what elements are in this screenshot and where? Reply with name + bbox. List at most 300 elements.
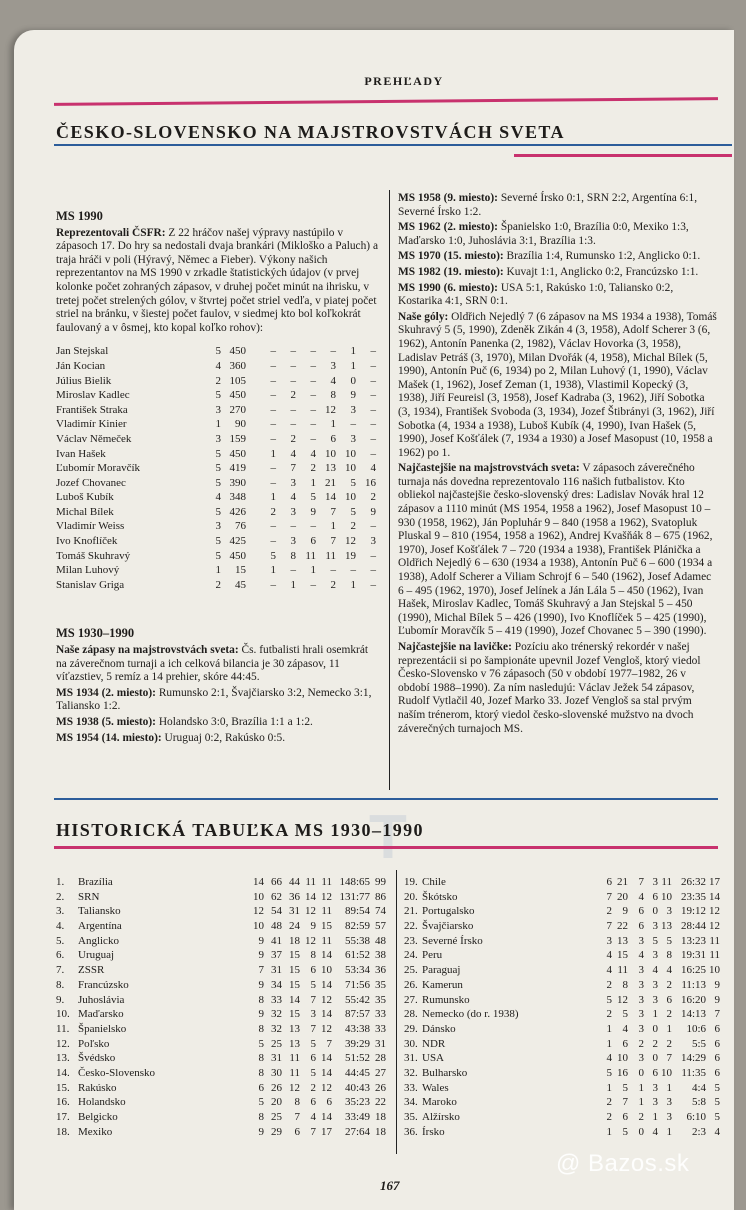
table-divider xyxy=(396,870,397,1154)
table-value: 15 xyxy=(289,949,300,962)
table-value: 4 xyxy=(666,964,672,977)
table-value: 5 xyxy=(666,934,672,947)
table-value: 9 xyxy=(258,1008,264,1021)
player-stat: – xyxy=(270,476,276,489)
table-value: 6 xyxy=(666,993,672,1006)
table-value: 6 xyxy=(638,905,644,918)
table-row xyxy=(404,1067,720,1082)
player-stat: – xyxy=(310,418,316,431)
table-value: 30 xyxy=(271,1066,282,1079)
table-value: 99 xyxy=(375,876,386,888)
player-stat: 1 xyxy=(350,359,356,372)
team-name: Rakúsko xyxy=(78,1081,117,1094)
table-row xyxy=(404,994,720,1009)
player-stat: 10 xyxy=(345,447,356,460)
table-value: 62 xyxy=(271,890,282,903)
rank: 21. xyxy=(404,905,418,918)
player-stat: – xyxy=(370,345,376,358)
table-value: 3 xyxy=(652,1081,658,1094)
table-value: 17 xyxy=(709,876,720,888)
rank: 29. xyxy=(404,1022,418,1035)
table-value: 0 xyxy=(652,1022,658,1035)
player-stat: – xyxy=(270,345,276,358)
table-value: 10 xyxy=(617,1052,628,1065)
table-value: 27 xyxy=(375,1066,386,1079)
player-stat: 159 xyxy=(229,432,246,445)
player-stat: 4 xyxy=(290,447,296,460)
table-value: 89:54 xyxy=(344,905,370,918)
player-stat: – xyxy=(370,578,376,591)
player-stat: 11 xyxy=(305,549,316,562)
player-name: Luboš Kubík xyxy=(56,491,114,504)
player-stat: – xyxy=(370,374,376,387)
table-value: 7 xyxy=(606,890,612,903)
table-row xyxy=(404,935,720,950)
table-value: 3 xyxy=(638,1052,644,1065)
player-stat: 5 xyxy=(270,549,276,562)
player-stat: 0 xyxy=(350,374,356,387)
player-stat: 21 xyxy=(325,476,336,489)
table-value: 15 xyxy=(617,949,628,962)
table-value: 7 xyxy=(326,1037,332,1050)
table-value: 16:25 xyxy=(680,964,706,977)
ms1954-lead: MS 1954 (14. miesto): xyxy=(56,731,162,744)
table-value: 12 xyxy=(305,934,316,947)
rank: 1. xyxy=(56,876,65,888)
table-value: 20 xyxy=(271,1096,282,1109)
table-value: 2:3 xyxy=(691,1125,706,1138)
rank: 17. xyxy=(56,1111,70,1123)
rank: 4. xyxy=(56,920,65,933)
player-stat: 45 xyxy=(235,578,246,591)
player-stat: 3 xyxy=(215,520,221,533)
table-value: 53:34 xyxy=(344,964,370,977)
player-stat: 3 xyxy=(215,403,221,416)
player-stat: 5 xyxy=(215,505,221,518)
section-title-cs-world-cup: ČESKO-SLOVENSKO NA MAJSTROVSTVÁCH SVETA xyxy=(56,122,565,142)
table-value: 14:29 xyxy=(680,1052,706,1065)
table-value: 13 xyxy=(289,1037,300,1050)
title-rule-accent xyxy=(514,154,732,157)
player-stat: 2 xyxy=(290,432,296,445)
table-row xyxy=(56,876,386,891)
table-value: 8 xyxy=(258,1052,264,1065)
ms1982-text: Kuvajt 1:1, Anglicko 0:2, Francúzsko 1:1. xyxy=(506,265,699,278)
table-value: 1 xyxy=(666,1022,672,1035)
player-stat: 4 xyxy=(290,491,296,504)
player-stat: 3 xyxy=(290,476,296,489)
table-value: 48 xyxy=(271,920,282,933)
table-value: 7 xyxy=(310,1022,316,1035)
rank: 10. xyxy=(56,1008,70,1021)
player-stat: 2 xyxy=(330,578,336,591)
team-name: Švédsko xyxy=(78,1052,116,1065)
player-row xyxy=(56,433,378,448)
table-value: 35:23 xyxy=(344,1096,370,1109)
table-value: 18 xyxy=(289,934,300,947)
table-value: 5 xyxy=(606,1066,612,1079)
player-row xyxy=(56,535,378,550)
table-value: 5 xyxy=(652,934,658,947)
ms1970-results xyxy=(398,250,718,264)
player-stat: – xyxy=(370,432,376,445)
table-value: 6 xyxy=(714,1066,720,1079)
player-stat: – xyxy=(290,374,296,387)
table-value: 31 xyxy=(375,1037,386,1050)
table-value: 27:64 xyxy=(344,1125,370,1138)
table-row xyxy=(56,1023,386,1038)
player-stat: – xyxy=(290,520,296,533)
table-value: 3 xyxy=(652,1096,658,1109)
player-stat: 16 xyxy=(365,476,376,489)
table-value: 33 xyxy=(271,993,282,1006)
team-name: ZSSR xyxy=(78,964,105,977)
table-value: 4 xyxy=(714,1125,720,1138)
table-row xyxy=(404,964,720,979)
table-value: 5 xyxy=(310,978,316,991)
table-value: 8 xyxy=(310,949,316,962)
table-value: 15 xyxy=(321,920,332,933)
table-value: 14:13 xyxy=(680,1008,706,1021)
player-stat: 5 xyxy=(215,447,221,460)
table-value: 19:12 xyxy=(680,905,706,918)
table-value: 39:29 xyxy=(344,1037,370,1050)
table-value: 86 xyxy=(375,890,386,903)
ms1958-text: Severné Írsko 0:1, SRN 2:2, Argentína 6:1, Severné Írsko 1:2. xyxy=(398,192,698,218)
player-name: Tomáš Skuhravý xyxy=(56,549,131,562)
table-value: 6 xyxy=(652,1066,658,1079)
ms1934-text: Rumunsko 2:1, Švajčiarsko 3:2, Nemecko 3:1, Taliansko 1:2. xyxy=(56,686,372,713)
historical-table-right xyxy=(404,876,720,1140)
table-value: 29 xyxy=(271,1125,282,1138)
table-value: 2 xyxy=(666,1037,672,1050)
table-value: 51:52 xyxy=(344,1052,370,1065)
ms1958-results xyxy=(398,192,718,219)
table-value: 3 xyxy=(638,964,644,977)
player-row xyxy=(56,462,378,477)
table-value: 14 xyxy=(321,1111,332,1123)
rank: 13. xyxy=(56,1052,70,1065)
most-appearances-lead: Najčastejšie na majstrovstvách sveta: xyxy=(398,462,580,475)
table-row xyxy=(56,905,386,920)
table-value: 3 xyxy=(652,993,658,1006)
table-value: 2 xyxy=(652,1037,658,1050)
table-value: 11 xyxy=(617,964,628,977)
table-value: 5 xyxy=(258,1096,264,1109)
rank: 23. xyxy=(404,934,418,947)
player-stat: 15 xyxy=(235,564,246,577)
table-value: 33:49 xyxy=(344,1111,370,1123)
player-stat: 19 xyxy=(345,549,356,562)
team-name: Anglicko xyxy=(78,934,119,947)
player-name: Ľubomír Moravčík xyxy=(56,462,141,475)
table-value: 61:52 xyxy=(344,949,370,962)
player-name: Michal Bílek xyxy=(56,505,114,518)
rank: 27. xyxy=(404,993,418,1006)
table-value: 0 xyxy=(638,1066,644,1079)
table-value: 9 xyxy=(310,920,316,933)
ms1970-lead: MS 1970 (15. miesto): xyxy=(398,250,504,263)
table-value: 3 xyxy=(310,1008,316,1021)
player-stat: – xyxy=(310,432,316,445)
player-stat: 13 xyxy=(325,462,336,475)
table-value: 5 xyxy=(714,1081,720,1094)
player-stat: – xyxy=(370,359,376,372)
player-stat: 1 xyxy=(330,418,336,431)
player-name: Ján Kocian xyxy=(56,359,106,372)
table-value: 36 xyxy=(289,890,300,903)
player-name: Václav Němeček xyxy=(56,432,132,445)
rank: 7. xyxy=(56,964,65,977)
team-name: USA xyxy=(422,1052,445,1065)
table-row xyxy=(404,1038,720,1053)
ms1934-lead: MS 1934 (2. miesto): xyxy=(56,686,156,699)
table-value: 5 xyxy=(310,1066,316,1079)
player-stat: 3 xyxy=(290,535,296,548)
player-stat: 4 xyxy=(215,359,221,372)
player-stat: 6 xyxy=(330,432,336,445)
ms1982-lead: MS 1982 (19. miesto): xyxy=(398,265,504,278)
player-name: Stanislav Griga xyxy=(56,578,125,591)
rank: 6. xyxy=(56,949,65,962)
table-value: 1 xyxy=(652,1111,658,1123)
player-row xyxy=(56,564,378,579)
player-row xyxy=(56,345,378,360)
table-value: 8 xyxy=(258,1111,264,1123)
title-rule-bottom xyxy=(54,144,732,146)
player-row xyxy=(56,389,378,404)
table-value: 11 xyxy=(305,876,316,888)
table-value: 7 xyxy=(666,1052,672,1065)
our-goals-lead: Naše góly: xyxy=(398,310,449,323)
table-value: 9 xyxy=(714,978,720,991)
table-value: 4 xyxy=(310,1111,316,1123)
player-stat: 5 xyxy=(215,345,221,358)
table-value: 2 xyxy=(666,1008,672,1021)
table-row xyxy=(404,905,720,920)
table-value: 6 xyxy=(652,890,658,903)
player-name: Milan Luhový xyxy=(56,564,120,577)
ms1958-lead: MS 1958 (9. miesto): xyxy=(398,192,498,204)
player-row xyxy=(56,520,378,535)
table-value: 21 xyxy=(617,876,628,888)
player-stat: 2 xyxy=(270,505,276,518)
table-row xyxy=(404,920,720,935)
table-value: 7 xyxy=(606,920,612,933)
player-stat: 3 xyxy=(215,432,221,445)
player-stat: 1 xyxy=(290,578,296,591)
table-value: 12 xyxy=(321,1081,332,1094)
player-stat: 390 xyxy=(229,476,246,489)
table-value: 34 xyxy=(271,978,282,991)
player-stat: – xyxy=(370,520,376,533)
player-stat: 2 xyxy=(215,374,221,387)
rank: 32. xyxy=(404,1066,418,1079)
table-row xyxy=(56,1052,386,1067)
player-stat: – xyxy=(310,520,316,533)
table-value: 11 xyxy=(289,1066,300,1079)
table-value: 44:45 xyxy=(344,1066,370,1079)
player-stat: 3 xyxy=(370,535,376,548)
table-value: 35 xyxy=(375,978,386,991)
team-name: Rumunsko xyxy=(422,993,470,1006)
table-row xyxy=(56,979,386,994)
table-value: 6 xyxy=(622,1037,628,1050)
ms1930-summary xyxy=(56,644,378,685)
player-stat: – xyxy=(290,403,296,416)
table-value: 6 xyxy=(310,964,316,977)
table-value: 7 xyxy=(310,1125,316,1138)
table-value: 55:42 xyxy=(344,993,370,1006)
table-value: 2 xyxy=(606,905,612,918)
player-stat: 360 xyxy=(229,359,246,372)
player-name: Július Bielik xyxy=(56,374,112,387)
ms1938-lead: MS 1938 (5. miesto): xyxy=(56,716,156,728)
table-value: 11 xyxy=(321,876,332,888)
rank: 3. xyxy=(56,905,65,918)
player-name: Vladimír Kinier xyxy=(56,418,127,431)
player-stat: 4 xyxy=(310,447,316,460)
table-value: 10:6 xyxy=(686,1022,706,1035)
player-stat: 76 xyxy=(235,520,246,533)
table-value: 19:31 xyxy=(680,949,706,962)
team-name: Wales xyxy=(422,1081,449,1094)
table-value: 7 xyxy=(638,876,644,888)
player-stat: 3 xyxy=(350,432,356,445)
table-row xyxy=(404,1096,720,1111)
team-name: Kamerun xyxy=(422,978,463,991)
player-stat: 5 xyxy=(350,476,356,489)
player-row xyxy=(56,506,378,521)
our-goals xyxy=(398,311,718,461)
table-value: 5 xyxy=(310,1037,316,1050)
player-stat: 12 xyxy=(325,403,336,416)
table-row xyxy=(404,1126,720,1141)
player-name: Vladimír Weiss xyxy=(56,520,125,533)
rank: 5. xyxy=(56,934,65,947)
table-value: 8 xyxy=(258,993,264,1006)
player-stat: – xyxy=(310,359,316,372)
team-name: Švajčiarsko xyxy=(422,920,474,933)
historical-table-left xyxy=(56,876,386,1140)
table-value: 15 xyxy=(289,978,300,991)
ms1954-text: Uruguaj 0:2, Rakúsko 0:5. xyxy=(164,731,286,744)
table-value: 14 xyxy=(321,978,332,991)
player-stat: 450 xyxy=(229,447,246,460)
table-value: 44 xyxy=(289,876,300,888)
player-name: František Straka xyxy=(56,403,128,416)
player-stat: 2 xyxy=(290,389,296,402)
player-stat: – xyxy=(290,564,296,577)
table-value: 3 xyxy=(638,1022,644,1035)
player-stat: – xyxy=(370,564,376,577)
table-value: 6 xyxy=(326,1096,332,1109)
table-value: 1 xyxy=(666,1081,672,1094)
team-name: Brazília xyxy=(78,876,113,888)
table-value: 12 xyxy=(321,1022,332,1035)
player-stat: – xyxy=(370,389,376,402)
player-stat: 90 xyxy=(235,418,246,431)
table-value: 5 xyxy=(606,993,612,1006)
player-stat: – xyxy=(330,345,336,358)
player-stat: 2 xyxy=(350,520,356,533)
table-row xyxy=(404,891,720,906)
table-row xyxy=(404,1008,720,1023)
table-value: 10 xyxy=(661,890,672,903)
table-value: 11 xyxy=(661,876,672,888)
player-stat: 4 xyxy=(215,491,221,504)
player-stat: 1 xyxy=(270,491,276,504)
table-value: 5 xyxy=(622,1125,628,1138)
player-stat: 2 xyxy=(370,491,376,504)
player-stat: – xyxy=(270,462,276,475)
table-value: 71:56 xyxy=(344,978,370,991)
column-divider xyxy=(389,190,390,790)
player-stat: – xyxy=(290,418,296,431)
team-name: Maroko xyxy=(422,1096,457,1109)
player-stats-table xyxy=(56,345,378,593)
table-value: 15 xyxy=(289,1008,300,1021)
table-value: 1 xyxy=(606,1037,612,1050)
player-stat: 9 xyxy=(310,505,316,518)
table-value: 32 xyxy=(271,1008,282,1021)
table-value: 2 xyxy=(606,1111,612,1123)
player-stat: – xyxy=(270,359,276,372)
rank: 12. xyxy=(56,1037,70,1050)
player-row xyxy=(56,360,378,375)
player-stat: 8 xyxy=(290,549,296,562)
team-name: Juhoslávia xyxy=(78,993,125,1006)
rank: 34. xyxy=(404,1096,418,1109)
table-value: 4 xyxy=(606,949,612,962)
table-value: 3 xyxy=(638,934,644,947)
table-value: 4 xyxy=(652,1125,658,1138)
table-value: 14 xyxy=(321,1052,332,1065)
player-row xyxy=(56,375,378,390)
table-value: 55:38 xyxy=(344,934,370,947)
rank: 24. xyxy=(404,949,418,962)
player-stat: 450 xyxy=(229,389,246,402)
player-stat: 419 xyxy=(229,462,246,475)
team-name: Alžírsko xyxy=(422,1111,460,1123)
ms1930-summary-text: Čs. futbalisti hrali osemkrát na záverečnom turnaji a ich celková bilancia je 30 zápasov, 11 víťazstiev, 5 remíz a 14 prehier, skóre 44:45. xyxy=(56,644,369,684)
table-value: 9 xyxy=(714,993,720,1006)
ms1982-results xyxy=(398,266,718,280)
player-stat: – xyxy=(270,418,276,431)
rank: 31. xyxy=(404,1052,418,1065)
table-value: 5 xyxy=(714,1111,720,1123)
player-stat: 1 xyxy=(310,564,316,577)
player-stat: 2 xyxy=(215,578,221,591)
table-value: 2 xyxy=(638,1111,644,1123)
rank: 28. xyxy=(404,1008,418,1021)
player-stat: 7 xyxy=(290,462,296,475)
player-stat: – xyxy=(270,432,276,445)
book-page xyxy=(14,30,734,1210)
table-value: 6:10 xyxy=(686,1111,706,1123)
team-name: Taliansko xyxy=(78,905,121,918)
team-name: Francúzsko xyxy=(78,978,129,991)
ms1990-lead: MS 1990 (6. miesto): xyxy=(398,281,498,294)
player-stat: 1 xyxy=(270,564,276,577)
table-value: 10 xyxy=(661,1066,672,1079)
left-column xyxy=(56,210,378,747)
table-value: 8 xyxy=(258,1066,264,1079)
player-stat: 4 xyxy=(330,374,336,387)
player-stat: 1 xyxy=(215,564,221,577)
table-value: 12 xyxy=(321,890,332,903)
player-stat: 6 xyxy=(310,535,316,548)
